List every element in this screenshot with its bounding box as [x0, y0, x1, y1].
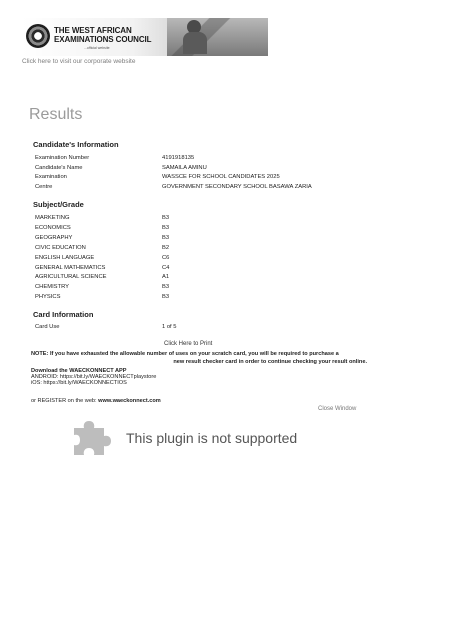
subject-grade-row-value: B3	[162, 215, 170, 221]
subject-grade-row-value: C6	[162, 254, 170, 261]
puzzle-piece-icon	[70, 418, 112, 458]
subject-grade-row-value: B3	[162, 294, 170, 301]
ios-link[interactable]: iOS: https://bit.ly/WAECKONNECTIOS	[31, 380, 127, 386]
register-web-link[interactable]: www.waeckonnect.com	[98, 398, 161, 404]
subject-grade-row-label: GEOGRAPHY	[35, 234, 73, 241]
scratch-card-note	[31, 351, 373, 366]
candidate-field-row-label: Candidate's Name	[35, 164, 83, 171]
subject-grade-heading: Subject/Grade	[33, 200, 84, 209]
app-download-title: Download the WAECKONNECT APP	[31, 368, 127, 374]
subject-grade-row-label: MARKETING	[35, 215, 70, 221]
card-field-row-label: Card Use	[35, 324, 60, 330]
candidate-field-row-value: SAMAILA AMINU	[162, 164, 207, 171]
plugin-placeholder	[70, 418, 350, 458]
candidate-info-heading: Candidate's Information	[33, 140, 119, 149]
waec-crest-icon	[26, 24, 50, 48]
candidate-field-row-label: Examination Number	[35, 155, 90, 161]
note-line1: NOTE: If you have exhausted the allowable number of uses on your scratch card, you will be required to purchase a	[31, 351, 339, 357]
banner-photo	[167, 18, 268, 56]
register-prefix: or REGISTER on the web:	[31, 398, 97, 404]
page-title: Results	[29, 106, 83, 123]
candidate-field-row-value: GOVERNMENT SECONDARY SCHOOL BASAWA ZARIA	[162, 184, 312, 191]
subject-grade-row-value: B3	[162, 234, 170, 241]
app-download-section	[31, 368, 156, 386]
subject-grade-row-value: B3	[162, 224, 170, 231]
card-info-heading: Card Information	[33, 310, 94, 319]
subject-grade-row-label: ENGLISH LANGUAGE	[35, 254, 95, 261]
candidate-field-row-value: WASSCE FOR SCHOOL CANDIDATES 2025	[162, 174, 280, 181]
android-link[interactable]: ANDROID: https://bit.ly/WAECKONNECTplaystore	[31, 374, 157, 380]
subject-grade-row-value: B2	[162, 244, 170, 251]
subject-grade-row-label: CHEMISTRY	[35, 284, 70, 291]
subject-grade-row-value: B3	[162, 284, 170, 291]
org-tagline: ...official website	[84, 46, 110, 50]
candidate-field-row-label: Examination	[35, 174, 67, 181]
card-field-row-value: 1 of 5	[162, 324, 177, 330]
subject-grade-row-value: C4	[162, 264, 170, 271]
candidate-field-row-value: 4191918135	[162, 155, 195, 161]
waec-banner	[22, 18, 268, 56]
subject-grade-row-label: PHYSICS	[35, 294, 61, 301]
candidate-field-row-label: Centre	[35, 184, 53, 191]
note-line2: new result checker card in order to continue checking your result online.	[173, 358, 367, 365]
photo-figure-body	[183, 32, 207, 54]
corporate-website-link[interactable]: Click here to visit our corporate website	[22, 58, 136, 65]
org-name-line2: EXAMINATIONS COUNCIL	[54, 35, 152, 44]
subject-grade-row-label: ECONOMICS	[35, 224, 71, 231]
print-link[interactable]: Click Here to Print	[164, 341, 213, 347]
subject-grade-row-label: GENERAL MATHEMATICS	[35, 264, 106, 271]
org-name-line1: THE WEST AFRICAN	[54, 26, 132, 35]
register-line	[31, 398, 161, 404]
close-window-link[interactable]: Close Window	[318, 406, 357, 412]
plugin-message: This plugin is not supported	[126, 430, 298, 446]
subject-grade-row-label: AGRICULTURAL SCIENCE	[35, 274, 107, 281]
subject-grade-row-value: A1	[162, 274, 170, 281]
subject-grade-row-label: CIVIC EDUCATION	[35, 244, 86, 251]
org-name	[54, 26, 151, 44]
